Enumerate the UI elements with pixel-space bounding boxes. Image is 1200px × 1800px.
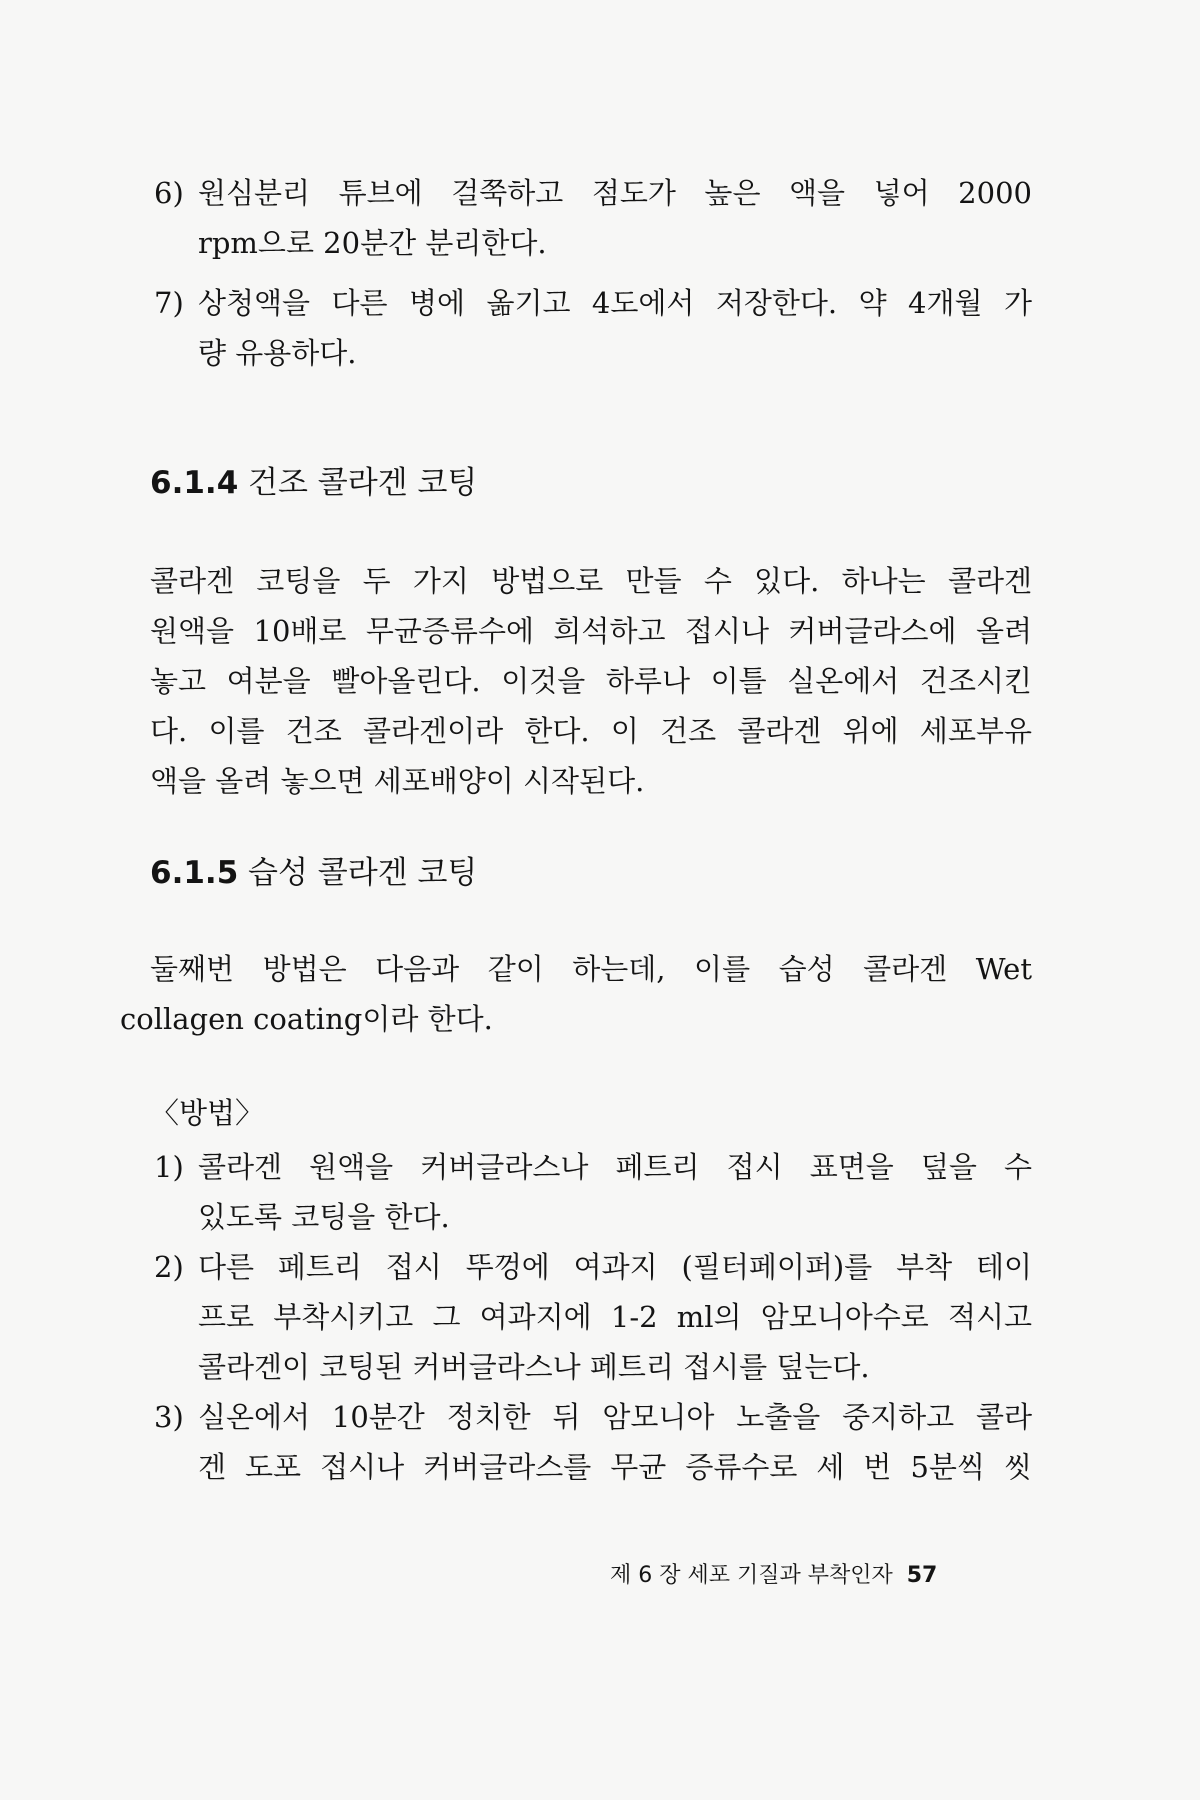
paragraph (150, 556, 1032, 806)
section-title: 습성 콜라겐 코팅 (248, 855, 478, 891)
text-line: 다른 페트리 접시 뚜껑에 여과지 (필터페이퍼)를 부착 테이 (198, 1250, 1032, 1284)
text-line: rpm으로 20분간 분리한다. (198, 226, 547, 260)
paragraph (120, 944, 1032, 1044)
text-line: 콜라겐이 코팅된 커버글라스나 페트리 접시를 덮는다. (198, 1350, 870, 1384)
list-item (150, 1392, 1032, 1492)
text-line: 원액을 10배로 무균증류수에 희석하고 접시나 커버글라스에 올려 (150, 614, 1032, 648)
text-line: 다. 이를 건조 콜라겐이라 한다. 이 건조 콜라겐 위에 세포부유 (150, 714, 1032, 748)
list-item (150, 278, 1032, 378)
list-item (150, 168, 1032, 268)
page-content (120, 168, 1032, 1492)
text-line: 콜라겐 코팅을 두 가지 방법으로 만들 수 있다. 하나는 콜라겐 (150, 564, 1032, 598)
list-number: 6) (154, 176, 184, 210)
chapter-title: 제 6 장 세포 기질과 부착인자 (610, 1563, 893, 1588)
section-title: 건조 콜라겐 코팅 (248, 465, 478, 501)
list-number: 3) (154, 1400, 184, 1434)
text-line: 실온에서 10분간 정치한 뒤 암모니아 노출을 중지하고 콜라 (198, 1400, 1032, 1434)
section-heading (150, 848, 1032, 898)
list-top (150, 168, 1032, 378)
list-item (150, 1242, 1032, 1392)
list-item (150, 1142, 1032, 1242)
list-number: 1) (154, 1150, 184, 1184)
method-label: 〈방법〉 (150, 1096, 265, 1130)
text-line: 상청액을 다른 병에 옮기고 4도에서 저장한다. 약 4개월 가 (198, 286, 1032, 320)
page-footer (610, 1560, 937, 1592)
list-number: 2) (154, 1250, 184, 1284)
text-line: 프로 부착시키고 그 여과지에 1-2 ml의 암모니아수로 적시고 (198, 1300, 1032, 1334)
list-number: 7) (154, 286, 184, 320)
text-line: 액을 올려 놓으면 세포배양이 시작된다. (150, 764, 645, 798)
text-line: 량 유용하다. (198, 336, 357, 370)
section-heading (150, 458, 1032, 508)
section-number: 6.1.4 (150, 465, 239, 501)
page-number: 57 (906, 1563, 938, 1588)
text-line: 원심분리 튜브에 걸쭉하고 점도가 높은 액을 넣어 2000 (198, 176, 1032, 210)
text-line: collagen coating이라 한다. (120, 1002, 493, 1036)
text-line: 콜라겐 원액을 커버글라스나 페트리 접시 표면을 덮을 수 (198, 1150, 1032, 1184)
text-line: 놓고 여분을 빨아올린다. 이것을 하루나 이틀 실온에서 건조시킨 (150, 664, 1032, 698)
text-line: 있도록 코팅을 한다. (198, 1200, 450, 1234)
section-number: 6.1.5 (150, 855, 239, 891)
method-steps (150, 1142, 1032, 1492)
text-line: 겐 도포 접시나 커버글라스를 무균 증류수로 세 번 5분씩 씻 (198, 1450, 1032, 1484)
text-line: 둘째번 방법은 다음과 같이 하는데, 이를 습성 콜라겐 Wet (150, 952, 1032, 986)
